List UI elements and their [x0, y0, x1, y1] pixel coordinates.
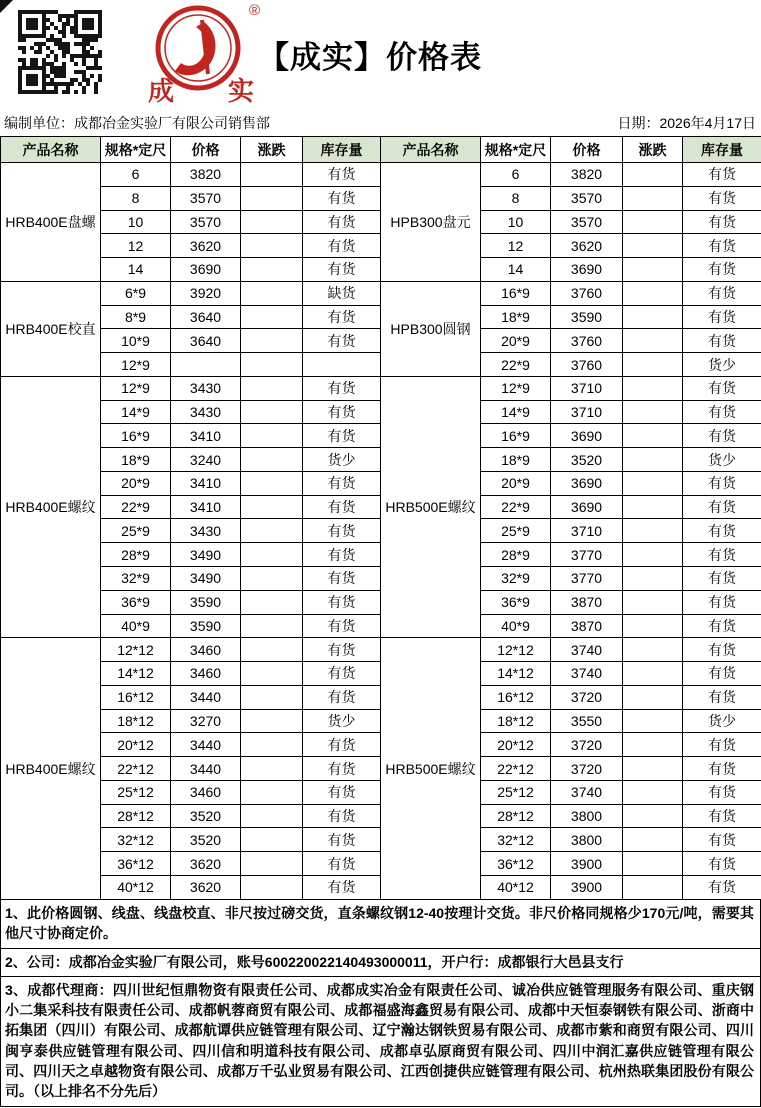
col-header-spec: 规格*定尺	[101, 137, 171, 163]
table-row	[1, 281, 761, 305]
spec-cell: 40*9	[481, 614, 551, 638]
stock-cell: 有货	[303, 424, 381, 448]
change-cell	[241, 828, 303, 852]
change-cell	[241, 210, 303, 234]
spec-cell: 22*9	[101, 495, 171, 519]
change-cell	[623, 424, 683, 448]
price-cell: 3770	[551, 567, 623, 591]
stock-cell: 有货	[303, 757, 381, 781]
stock-cell: 有货	[303, 471, 381, 495]
stock-cell: 有货	[303, 234, 381, 258]
spec-cell: 14	[481, 258, 551, 282]
spec-cell: 32*12	[101, 828, 171, 852]
col-header-stock: 库存量	[303, 137, 381, 163]
spec-cell: 8	[481, 186, 551, 210]
stock-cell: 有货	[683, 875, 761, 899]
stock-cell: 有货	[683, 400, 761, 424]
change-cell	[623, 543, 683, 567]
date-label: 日期：2026年4月17日	[617, 115, 756, 131]
stock-cell: 有货	[303, 305, 381, 329]
price-cell: 3640	[171, 329, 241, 353]
stock-cell: 有货	[303, 828, 381, 852]
stock-cell: 有货	[303, 875, 381, 899]
col-header-stock-right: 库存量	[683, 137, 761, 163]
price-cell: 3760	[551, 329, 623, 353]
stock-cell: 有货	[683, 685, 761, 709]
spec-cell: 12*12	[101, 638, 171, 662]
stock-cell: 缺货	[303, 281, 381, 305]
spec-cell: 12*9	[101, 353, 171, 377]
price-cell: 3820	[171, 163, 241, 187]
change-cell	[623, 662, 683, 686]
stock-cell: 有货	[303, 567, 381, 591]
spec-cell: 12*12	[481, 638, 551, 662]
spec-cell: 18*9	[481, 305, 551, 329]
stock-cell: 有货	[683, 614, 761, 638]
spec-cell: 16*9	[101, 424, 171, 448]
change-cell	[623, 163, 683, 187]
price-cell: 3460	[171, 638, 241, 662]
change-cell	[241, 567, 303, 591]
change-cell	[623, 234, 683, 258]
spec-cell: 16*12	[101, 685, 171, 709]
stock-cell: 有货	[683, 828, 761, 852]
table-header-row	[1, 137, 761, 163]
change-cell	[623, 186, 683, 210]
spec-cell: 6	[481, 163, 551, 187]
stock-cell: 有货	[303, 852, 381, 876]
change-cell	[241, 281, 303, 305]
price-cell: 3460	[171, 780, 241, 804]
price-cell: 3590	[551, 305, 623, 329]
spec-cell: 18*9	[101, 448, 171, 472]
change-cell	[623, 780, 683, 804]
change-cell	[623, 210, 683, 234]
price-cell: 3590	[171, 590, 241, 614]
price-cell: 3490	[171, 543, 241, 567]
registered-trademark-icon: ®	[248, 2, 260, 19]
price-cell: 3410	[171, 424, 241, 448]
price-cell: 3760	[551, 281, 623, 305]
stock-cell: 货少	[683, 448, 761, 472]
stock-cell	[303, 353, 381, 377]
prepared-by-label: 编制单位：成都冶金实验厂有限公司销售部	[4, 115, 270, 131]
spec-cell: 20*9	[481, 329, 551, 353]
price-cell: 3740	[551, 662, 623, 686]
change-cell	[623, 329, 683, 353]
stock-cell: 有货	[683, 638, 761, 662]
price-cell: 3800	[551, 828, 623, 852]
stock-cell: 货少	[683, 353, 761, 377]
stock-cell: 货少	[303, 709, 381, 733]
price-cell: 3490	[171, 567, 241, 591]
change-cell	[623, 614, 683, 638]
change-cell	[241, 804, 303, 828]
stock-cell: 有货	[683, 662, 761, 686]
stock-cell: 有货	[303, 210, 381, 234]
change-cell	[623, 471, 683, 495]
price-cell	[171, 353, 241, 377]
change-cell	[241, 353, 303, 377]
spec-cell: 14*12	[481, 662, 551, 686]
stock-cell: 有货	[683, 163, 761, 187]
spec-cell: 40*9	[101, 614, 171, 638]
logo-char-right: 实	[227, 76, 254, 106]
company-logo	[146, 2, 258, 110]
change-cell	[241, 852, 303, 876]
price-cell: 3800	[551, 804, 623, 828]
stock-cell: 有货	[303, 329, 381, 353]
logo-char-left: 成	[148, 76, 175, 106]
stock-cell: 有货	[303, 804, 381, 828]
product-name-cell: HRB500E螺纹	[381, 638, 481, 900]
spec-cell: 14*12	[101, 662, 171, 686]
price-cell: 3760	[551, 353, 623, 377]
price-cell: 3440	[171, 685, 241, 709]
spec-cell: 32*9	[481, 567, 551, 591]
col-header-change-right: 涨跌	[623, 137, 683, 163]
change-cell	[241, 376, 303, 400]
spec-cell: 20*9	[481, 471, 551, 495]
price-cell: 3620	[551, 234, 623, 258]
change-cell	[241, 875, 303, 899]
spec-cell: 14*9	[481, 400, 551, 424]
price-cell: 3720	[551, 733, 623, 757]
spec-cell: 25*12	[481, 780, 551, 804]
spec-cell: 20*12	[101, 733, 171, 757]
price-cell: 3550	[551, 709, 623, 733]
stock-cell: 有货	[303, 258, 381, 282]
product-name-cell: HRB400E盘螺	[1, 163, 101, 282]
product-name-cell: HRB400E螺纹	[1, 638, 101, 900]
change-cell	[241, 305, 303, 329]
stock-cell: 有货	[683, 852, 761, 876]
stock-cell: 有货	[303, 614, 381, 638]
col-header-price: 价格	[171, 137, 241, 163]
col-header-spec-right: 规格*定尺	[481, 137, 551, 163]
change-cell	[241, 685, 303, 709]
spec-cell: 10*9	[101, 329, 171, 353]
price-cell: 3710	[551, 400, 623, 424]
price-cell: 3520	[171, 828, 241, 852]
change-cell	[241, 709, 303, 733]
spec-cell: 28*12	[481, 804, 551, 828]
price-cell: 3690	[551, 424, 623, 448]
stock-cell: 有货	[683, 780, 761, 804]
price-cell: 3720	[551, 757, 623, 781]
price-cell: 3770	[551, 543, 623, 567]
product-name-cell: HPB300圆钢	[381, 281, 481, 376]
price-cell: 3590	[171, 614, 241, 638]
spec-cell: 28*9	[481, 543, 551, 567]
stock-cell: 有货	[683, 543, 761, 567]
spec-cell: 14	[101, 258, 171, 282]
price-cell: 3740	[551, 780, 623, 804]
change-cell	[623, 305, 683, 329]
spec-cell: 36*9	[481, 590, 551, 614]
change-cell	[241, 614, 303, 638]
spec-cell: 16*12	[481, 685, 551, 709]
table-row	[1, 376, 761, 400]
stock-cell: 有货	[683, 424, 761, 448]
change-cell	[241, 234, 303, 258]
stock-cell: 有货	[303, 780, 381, 804]
spec-cell: 8	[101, 186, 171, 210]
stock-cell: 货少	[683, 709, 761, 733]
price-cell: 3270	[171, 709, 241, 733]
stock-cell: 有货	[683, 757, 761, 781]
stock-cell: 有货	[683, 519, 761, 543]
price-cell: 3620	[171, 875, 241, 899]
spec-cell: 40*12	[481, 875, 551, 899]
change-cell	[623, 828, 683, 852]
price-cell: 3430	[171, 376, 241, 400]
stock-cell: 有货	[683, 329, 761, 353]
price-cell: 3430	[171, 519, 241, 543]
change-cell	[241, 471, 303, 495]
stock-cell: 有货	[683, 471, 761, 495]
col-header-price-right: 价格	[551, 137, 623, 163]
stock-cell: 货少	[303, 448, 381, 472]
change-cell	[623, 376, 683, 400]
price-cell: 3440	[171, 757, 241, 781]
stock-cell: 有货	[683, 281, 761, 305]
product-name-cell: HRB500E螺纹	[381, 376, 481, 637]
change-cell	[241, 757, 303, 781]
stock-cell: 有货	[303, 685, 381, 709]
change-cell	[623, 638, 683, 662]
spec-cell: 22*12	[481, 757, 551, 781]
price-cell: 3690	[551, 258, 623, 282]
stock-cell: 有货	[683, 234, 761, 258]
change-cell	[241, 638, 303, 662]
stock-cell: 有货	[303, 733, 381, 757]
page-title: 【成实】价格表	[258, 40, 482, 75]
change-cell	[623, 804, 683, 828]
spec-cell: 12*9	[481, 376, 551, 400]
price-cell: 3870	[551, 590, 623, 614]
change-cell	[241, 424, 303, 448]
spec-cell: 28*12	[101, 804, 171, 828]
price-cell: 3920	[171, 281, 241, 305]
change-cell	[241, 329, 303, 353]
stock-cell: 有货	[683, 210, 761, 234]
spec-cell: 25*12	[101, 780, 171, 804]
spec-cell: 36*12	[101, 852, 171, 876]
price-cell: 3570	[171, 186, 241, 210]
note-3: 3、成都代理商：四川世纪恒鼎物资有限责任公司、成都成实冶金有限责任公司、诚冶供应链管理服务有限公司、重庆钢小二集采科技有限责任公司、成都帆蓉商贸有限公司、成都福盛海鑫贸易有限公司、成都中天恒泰钢铁有限公司、浙商中拓集团（四川）有限公司、成都航谭供应链管理有限公司、辽宁瀚达钢铁贸易有限公司、成都市紫和商贸有限公司、四川闽亨泰供应链管理有限公司、四川信和明道科技有限公司、成都卓弘原商贸有限公司、四川中润汇嘉供应链管理有限公司、四川天之卓越物资有限公司、成都万千弘业贸易有限公司、江西创捷供应链管理有限公司、杭州热联集团股份有限公司。（以上排名不分先后）	[0, 977, 761, 1107]
price-cell: 3690	[551, 495, 623, 519]
price-table	[0, 136, 761, 900]
price-cell: 3520	[171, 804, 241, 828]
spec-cell: 6	[101, 163, 171, 187]
note-1: 1、此价格圆钢、线盘、线盘校直、非尺按过磅交货，直条螺纹钢12-40按理计交货。非尺价格同规格少170元/吨，需要其他尺寸协商定价。	[0, 900, 761, 949]
stock-cell: 有货	[303, 519, 381, 543]
stock-cell: 有货	[303, 163, 381, 187]
note-2: 2、公司：成都冶金实验厂有限公司，账号600220022140493000011，开户行：成都银行大邑县支行	[0, 949, 761, 977]
stock-cell: 有货	[683, 733, 761, 757]
qr-code	[16, 8, 104, 96]
change-cell	[623, 353, 683, 377]
spec-cell: 36*12	[481, 852, 551, 876]
spec-cell: 12*9	[101, 376, 171, 400]
price-cell: 3620	[171, 852, 241, 876]
change-cell	[241, 258, 303, 282]
stock-cell: 有货	[683, 376, 761, 400]
price-cell: 3640	[171, 305, 241, 329]
change-cell	[241, 448, 303, 472]
price-cell: 3440	[171, 733, 241, 757]
change-cell	[623, 258, 683, 282]
price-cell: 3820	[551, 163, 623, 187]
col-header-change: 涨跌	[241, 137, 303, 163]
spec-cell: 14*9	[101, 400, 171, 424]
spec-cell: 16*9	[481, 424, 551, 448]
change-cell	[623, 281, 683, 305]
change-cell	[623, 733, 683, 757]
spec-cell: 40*12	[101, 875, 171, 899]
spec-cell: 22*12	[101, 757, 171, 781]
stock-cell: 有货	[683, 804, 761, 828]
stock-cell: 有货	[303, 495, 381, 519]
price-cell: 3620	[171, 234, 241, 258]
product-name-cell: HPB300盘元	[381, 163, 481, 282]
price-cell: 3570	[171, 210, 241, 234]
price-cell: 3410	[171, 495, 241, 519]
spec-cell: 25*9	[481, 519, 551, 543]
change-cell	[623, 875, 683, 899]
change-cell	[241, 400, 303, 424]
stock-cell: 有货	[303, 543, 381, 567]
page-header	[0, 0, 761, 112]
spec-cell: 18*12	[481, 709, 551, 733]
change-cell	[623, 709, 683, 733]
spec-cell: 10	[101, 210, 171, 234]
spec-cell: 25*9	[101, 519, 171, 543]
change-cell	[241, 186, 303, 210]
spec-cell: 10	[481, 210, 551, 234]
stock-cell: 有货	[303, 400, 381, 424]
stock-cell: 有货	[683, 590, 761, 614]
price-cell: 3410	[171, 471, 241, 495]
stock-cell: 有货	[683, 495, 761, 519]
price-cell: 3740	[551, 638, 623, 662]
price-cell: 3690	[551, 471, 623, 495]
spec-cell: 12	[481, 234, 551, 258]
change-cell	[623, 567, 683, 591]
change-cell	[241, 662, 303, 686]
spec-cell: 18*12	[101, 709, 171, 733]
table-row	[1, 638, 761, 662]
change-cell	[241, 543, 303, 567]
change-cell	[241, 590, 303, 614]
spec-cell: 12	[101, 234, 171, 258]
price-cell: 3570	[551, 186, 623, 210]
col-header-product-right: 产品名称	[381, 137, 481, 163]
product-name-cell: HRB400E校直	[1, 281, 101, 376]
stock-cell: 有货	[303, 662, 381, 686]
change-cell	[241, 163, 303, 187]
spec-cell: 32*9	[101, 567, 171, 591]
stock-cell: 有货	[303, 638, 381, 662]
change-cell	[623, 519, 683, 543]
spec-cell: 32*12	[481, 828, 551, 852]
col-header-product: 产品名称	[1, 137, 101, 163]
price-cell: 3460	[171, 662, 241, 686]
stock-cell: 有货	[303, 186, 381, 210]
change-cell	[623, 400, 683, 424]
price-cell: 3520	[551, 448, 623, 472]
change-cell	[623, 685, 683, 709]
price-cell: 3710	[551, 376, 623, 400]
change-cell	[623, 757, 683, 781]
spec-cell: 20*9	[101, 471, 171, 495]
stock-cell: 有货	[683, 567, 761, 591]
change-cell	[241, 495, 303, 519]
price-cell: 3870	[551, 614, 623, 638]
spec-cell: 20*12	[481, 733, 551, 757]
table-row	[1, 163, 761, 187]
change-cell	[241, 519, 303, 543]
stock-cell: 有货	[683, 305, 761, 329]
spec-cell: 36*9	[101, 590, 171, 614]
price-cell: 3720	[551, 685, 623, 709]
product-name-cell: HRB400E螺纹	[1, 376, 101, 637]
price-cell: 3430	[171, 400, 241, 424]
info-line	[0, 112, 761, 136]
price-cell: 3570	[551, 210, 623, 234]
change-cell	[623, 495, 683, 519]
change-cell	[241, 733, 303, 757]
stock-cell: 有货	[683, 186, 761, 210]
spec-cell: 22*9	[481, 353, 551, 377]
stock-cell: 有货	[303, 376, 381, 400]
spec-cell: 22*9	[481, 495, 551, 519]
price-table-body	[1, 163, 761, 900]
price-cell: 3710	[551, 519, 623, 543]
spec-cell: 28*9	[101, 543, 171, 567]
price-cell: 3900	[551, 852, 623, 876]
price-cell: 3240	[171, 448, 241, 472]
change-cell	[623, 448, 683, 472]
stock-cell: 有货	[683, 258, 761, 282]
spec-cell: 6*9	[101, 281, 171, 305]
change-cell	[623, 852, 683, 876]
spec-cell: 8*9	[101, 305, 171, 329]
price-cell: 3900	[551, 875, 623, 899]
stock-cell: 有货	[303, 590, 381, 614]
spec-cell: 18*9	[481, 448, 551, 472]
price-cell: 3690	[171, 258, 241, 282]
change-cell	[623, 590, 683, 614]
change-cell	[241, 780, 303, 804]
spec-cell: 16*9	[481, 281, 551, 305]
